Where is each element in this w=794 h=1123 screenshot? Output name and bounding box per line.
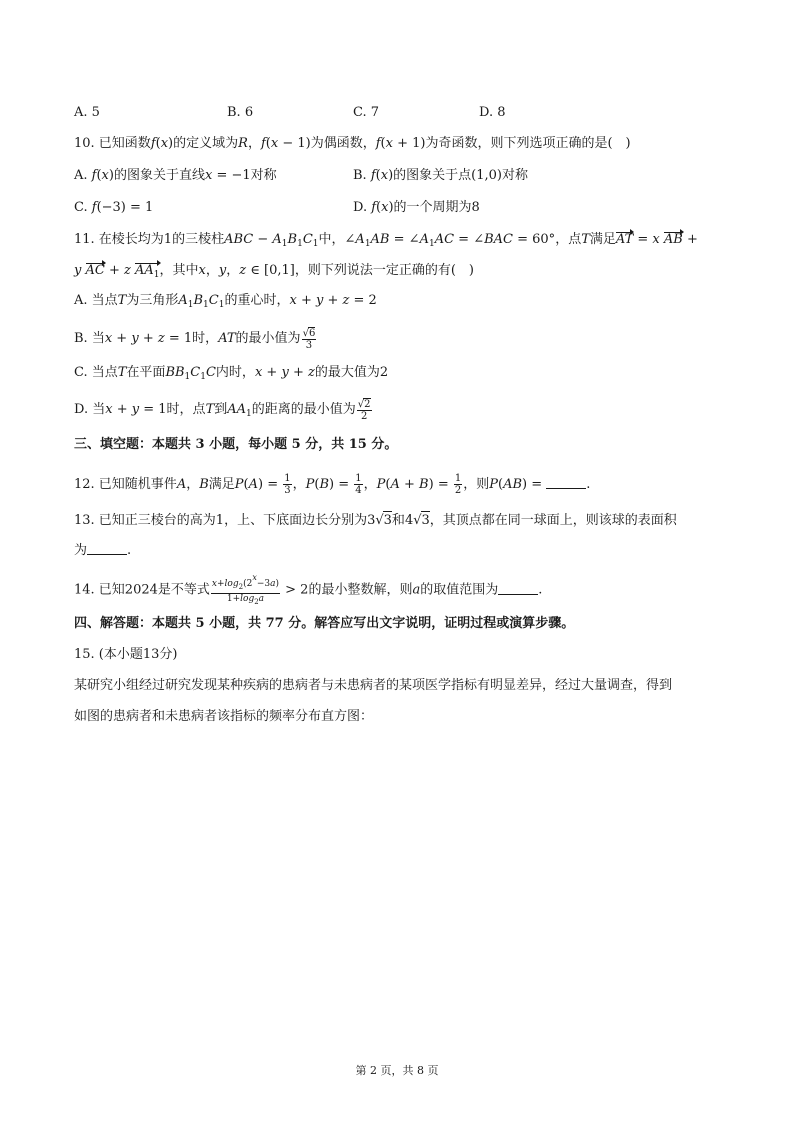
q9-option-b: B. 6	[227, 105, 254, 120]
q11-option-d: D. 当x + y = 1时，点T到$AA_1$的距离的最小值为 $\frac{√2}{2}$	[74, 398, 371, 422]
q9-option-d: D. 8	[479, 105, 506, 120]
q11-stem: 11. 在棱长均为1的三棱柱ABC − $A_1B_1C_1$中，$\angle A_1AB$ = $\angle A_1AC$ = ∠BAC = 60°，点T满足AT = x AB +	[74, 232, 698, 249]
q9-option-c: C. 7	[353, 105, 380, 120]
q13-answer-blank	[87, 542, 127, 555]
q10-option-d: D. f(x)的一个周期为8	[353, 200, 480, 215]
q10-option-c: C. f(−3) = 1	[74, 200, 154, 215]
section-3-heading: 三、填空题：本题共 3 小题，每小题 5 分，共 15 分。	[74, 437, 398, 452]
q11-option-c: C. 当点T在平面$BB_1C_1C$内时，x + y + z的最大值为2	[74, 365, 389, 382]
q13: 13. 已知正三棱台的高为1，上、下底面边长分别为3√3和4√3，其顶点都在同一球面上，则该球的表面积	[74, 513, 677, 528]
q15-heading: 15. (本小题13分)	[74, 647, 178, 662]
q10-stem: 10. 已知函数f(x)的定义域为R，f(x − 1)为偶函数，f(x + 1)为奇函数，则下列选项正确的是( )	[74, 136, 631, 151]
section-4-heading: 四、解答题：本题共 5 小题，共 77 分。解答应写出文字说明，证明过程或演算步骤。	[74, 616, 575, 631]
q11-stem-line2: y AC + z $AA_1$，其中x，y，z ∈ [0,1]，则下列说法一定正确的有( )	[74, 262, 474, 284]
q11-option-a: A. 当点T为三角形$A_1B_1C_1$的重心时，x + y + z = 2	[74, 293, 377, 310]
q12: 12. 已知随机事件A，B满足P(A) = $\frac{1}{3}$ ，P(B) = $\frac{1}{4}$ ，P(A + B) = $\frac{1}{2}$ ，则P(AB) = .	[74, 473, 591, 496]
q10-option-b: B. f(x)的图象关于点(1,0)对称	[353, 168, 528, 183]
q14-answer-blank	[498, 582, 538, 595]
q11-option-b: B. 当x + y + z = 1时，AT的最小值为 $\frac{√6}{3}$	[74, 327, 316, 351]
page-footer: 第 2 页，共 8 页	[355, 1064, 439, 1077]
q15-text-line2: 如图的患病者和未患病者该指标的频率分布直方图：	[74, 709, 374, 724]
q15-text-line1: 某研究小组经过研究发现某种疾病的患病者与未患病者的某项医学指标有明显差异，经过大量调查，得到	[74, 678, 673, 693]
q10-option-a: A. f(x)的图象关于直线x = −1对称	[74, 168, 277, 183]
q12-answer-blank	[546, 476, 586, 489]
q13-line2: 为 .	[74, 543, 132, 558]
q9-option-a: A. 5	[74, 105, 100, 120]
q14: 14. 已知2024是不等式 $\frac{x+\log_2(2x-3a)}{1+\log_2a}$ > 2的最小整数解，则a的取值范围为 .	[74, 573, 543, 606]
